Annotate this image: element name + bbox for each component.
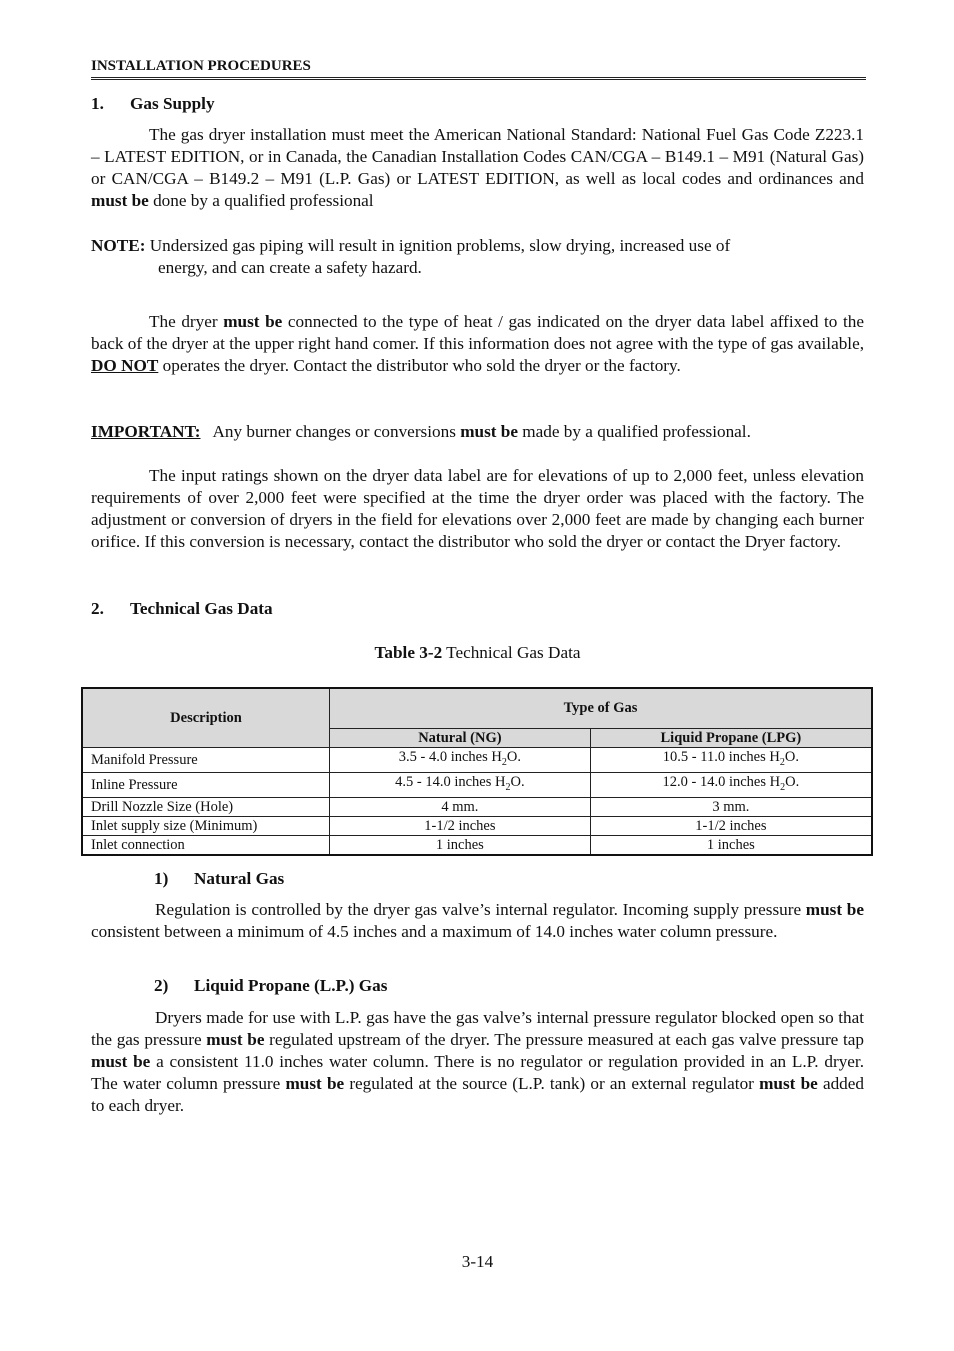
row-description: Inlet connection xyxy=(82,835,330,855)
important-block: IMPORTANT: Any burner changes or conversions must be made by a qualified professional. xyxy=(91,422,751,441)
note-label: NOTE: xyxy=(91,236,146,255)
row-lpg-value: 1 inches xyxy=(590,835,872,855)
table-row xyxy=(82,816,872,835)
lp-gas-heading xyxy=(154,975,387,997)
row-natural-value: 4.5 - 14.0 inches $H_2O$. xyxy=(330,772,591,797)
row-natural-value: 1 inches xyxy=(330,835,591,855)
gas-supply-paragraph: The gas dryer installation must meet the American National Standard: National Fuel Gas Code Z223.1 – LATEST EDITION, or in Canada, the Canadian Installation Codes CAN/CGA – B149.1 – M91 (Natural Gas) or CAN/CGA – B149.2 – M91 (L.P. Gas) or LATEST EDITION, as well as local codes and ordinances and must be done by a qualified professional xyxy=(91,125,864,210)
row-lpg-value: 12.0 - 14.0 inches $H_2O$. xyxy=(590,772,872,797)
natural-gas-title: Natural Gas xyxy=(194,869,285,888)
row-description: Inlet supply size (Minimum) xyxy=(82,816,330,835)
section-1-number: 1. xyxy=(91,94,104,113)
row-lpg-value: 1-1/2 inches xyxy=(590,816,872,835)
note-text-line1: Undersized gas piping will result in ignition problems, slow drying, increased use of xyxy=(145,236,731,255)
header-type-of-gas: Type of Gas xyxy=(330,688,873,728)
section-2-heading xyxy=(91,598,273,620)
note-text-line2: energy, and can create a safety hazard. xyxy=(158,258,422,277)
running-header: INSTALLATION PROCEDURES xyxy=(91,57,866,80)
table-row xyxy=(82,748,872,773)
row-natural-value: 4 mm. xyxy=(330,797,591,816)
header-natural: Natural (NG) xyxy=(330,728,591,747)
table-caption: Table 3-2 Technical Gas Data xyxy=(374,643,581,662)
technical-gas-data-table xyxy=(81,687,873,856)
natural-gas-number: 1) xyxy=(154,869,169,888)
table-row xyxy=(82,797,872,816)
row-natural-value: 1-1/2 inches xyxy=(330,816,591,835)
row-lpg-value: 3 mm. xyxy=(590,797,872,816)
natural-gas-paragraph: Regulation is controlled by the dryer gas valve’s internal regulator. Incoming supply pressure must be consistent between a minimum of 4.5 inches and a maximum of 14.0 inches water column pressure. xyxy=(91,900,864,941)
section-2-title: Technical Gas Data xyxy=(130,599,273,618)
lp-gas-paragraph: Dryers made for use with L.P. gas have the gas valve’s internal pressure regulator blocked open so that the gas pressure must be regulated upstream of the dryer. The pressure measured at each gas valve pressure tap must be a consistent 11.0 inches water column. There is no regulator or regulation provided in an L.P. dryer. The water column pressure must be regulated at the source (L.P. tank) or an external regulator must be added to each dryer. xyxy=(91,1008,865,1115)
table-row xyxy=(82,835,872,855)
table-row xyxy=(82,772,872,797)
natural-gas-heading xyxy=(154,868,284,890)
row-description: Drill Nozzle Size (Hole) xyxy=(82,797,330,816)
row-description: Inline Pressure xyxy=(82,772,330,797)
lp-gas-number: 2) xyxy=(154,976,169,995)
header-lpg: Liquid Propane (LPG) xyxy=(590,728,872,747)
page-number: 3-14 xyxy=(461,1252,494,1271)
row-lpg-value: 10.5 - 11.0 inches $H_2O$. xyxy=(590,748,872,773)
section-2-number: 2. xyxy=(91,599,104,618)
note-block xyxy=(91,235,864,279)
header-description: Description xyxy=(82,688,330,748)
do-not-emphasis: DO NOT xyxy=(91,356,159,375)
table-header-row xyxy=(82,688,872,728)
lp-gas-title: Liquid Propane (L.P.) Gas xyxy=(194,976,388,995)
row-description: Manifold Pressure xyxy=(82,748,330,773)
section-1-title: Gas Supply xyxy=(130,94,215,113)
elevation-paragraph: The input ratings shown on the dryer data label are for elevations of up to 2,000 feet, unless elevation requirements of over 2,000 feet were specified at the time the dryer order was placed with the factory. The adjustment or conversion of dryers in the field for elevations over 2,000 feet are made by changing each burner orifice. If this conversion is necessary, contact the distributor who sold the dryer or contact the Dryer factory. xyxy=(91,466,864,551)
row-natural-value: 3.5 - 4.0 inches $H_2O$. xyxy=(330,748,591,773)
section-1-heading xyxy=(91,93,215,115)
gas-type-paragraph: The dryer must be connected to the type of heat / gas indicated on the dryer data label affixed to the back of the dryer at the upper right hand comer. If this information does not agree with the type of gas available, DO NOT operates the dryer. Contact the distributor who sold the dryer or the factory. xyxy=(91,312,864,375)
important-label: IMPORTANT: xyxy=(91,422,201,441)
